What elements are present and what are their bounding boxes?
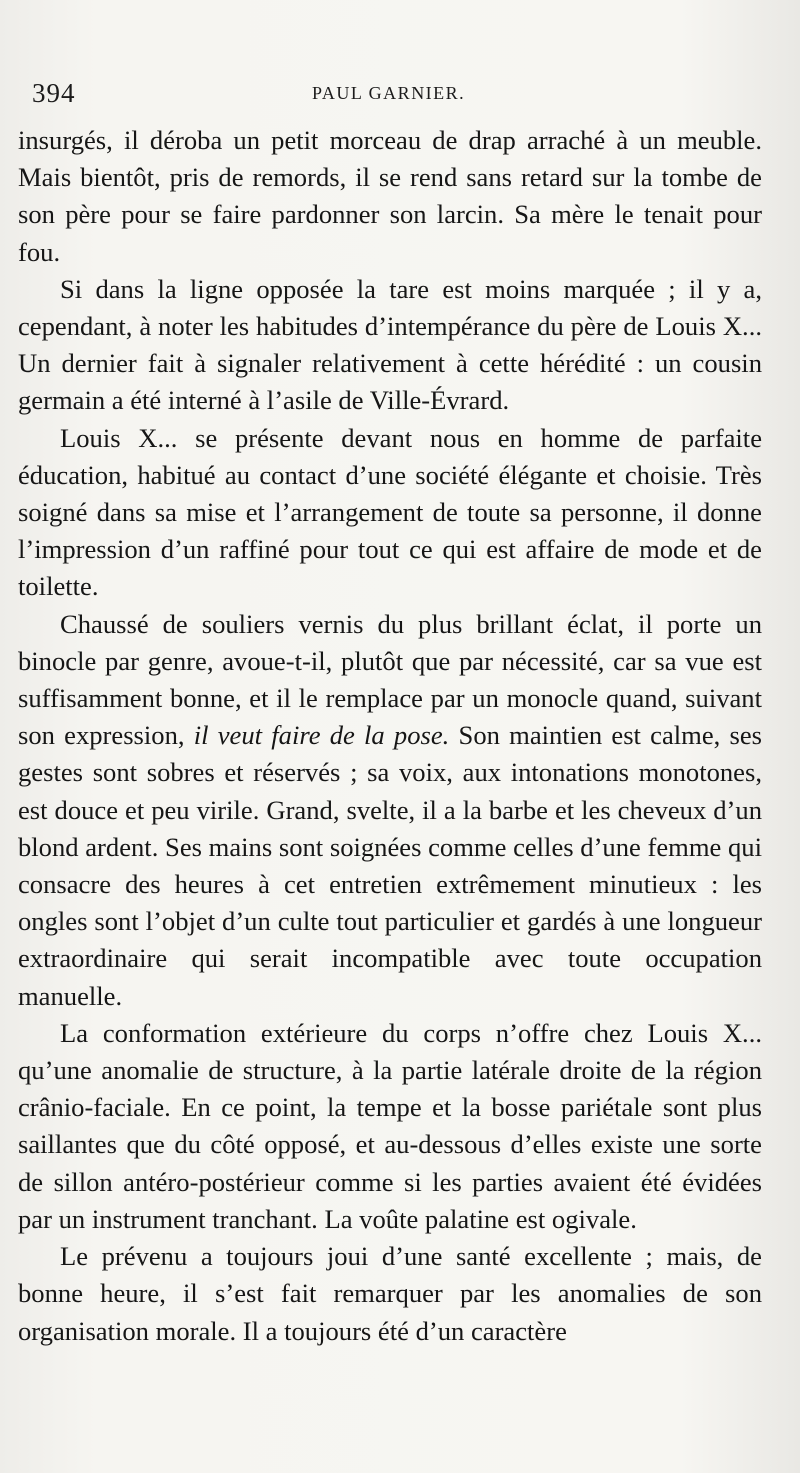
paragraph-text: Son maintien est calme, ses gestes sont sobres et réservés ; sa voix, aux intonations monotones, est douce et peu virile. Grand, svelte, il a la barbe et les cheveux d’un blond ardent. Ses mains sont soignées comme celles d’une femme qui consacre des heures à cet entretien extrêmement minutieux : les ongles sont l’objet d’un culte tout particulier et gardés à une longueur extraordinaire qui serait incompatible avec toute occupation manuelle. (18, 720, 763, 1011)
page-header (32, 76, 762, 108)
italic-quote: il veut faire de la pose. (193, 720, 450, 751)
body-text (18, 122, 762, 1350)
paragraph: Si dans la ligne opposée la tare est moins marquée ; il y a, cependant, à noter les habitudes d’intempérance du père de Louis X... Un dernier fait à signaler relativement à cette hérédité : un cousin germain a été interné à l’asile de Ville-Évrard. (18, 273, 762, 416)
paragraph: Le prévenu a toujours joui d’une santé excellente ; mais, de bonne heure, il s’est fait remarquer par les anomalies de son organisation morale. Il a toujours été d’un caractère (18, 1241, 762, 1346)
paragraph: La conformation extérieure du corps n’offre chez Louis X... qu’une anomalie de structure, à la partie latérale droite de la région crânio-faciale. En ce point, la tempe et la bosse pariétale sont plus saillantes que du côté opposé, et au-dessous d’elles existe une sorte de sillon antéro-postérieur comme si les parties avaient été évidées par un instrument tranchant. La voûte palatine est ogivale. (18, 1017, 762, 1234)
paragraph (18, 606, 762, 1015)
paragraph: Louis X... se présente devant nous en homme de parfaite éducation, habitué au contact d’une société élégante et choisie. Très soigné dans sa mise et l’arrangement de toute sa personne, il donne l’impression d’un raffiné pour tout ce qui est affaire de mode et de toilette. (18, 422, 762, 602)
running-head: PAUL GARNIER. (312, 83, 466, 103)
paragraph: insurgés, il déroba un petit morceau de drap arraché à un meuble. Mais bientôt, pris de remords, il se rend sans retard sur la tombe de son père pour se faire pardonner son larcin. Sa mère le tenait pour fou. (18, 125, 762, 267)
page-number: 394 (32, 78, 76, 108)
paragraph-text: Chaussé de souliers vernis du plus brillant éclat, il porte un binocle par genre, avoue-t-il, plutôt que par nécessité, car sa vue est suffisamment bonne, et il le remplace par un monocle quand, suivant son expression, (18, 608, 762, 751)
